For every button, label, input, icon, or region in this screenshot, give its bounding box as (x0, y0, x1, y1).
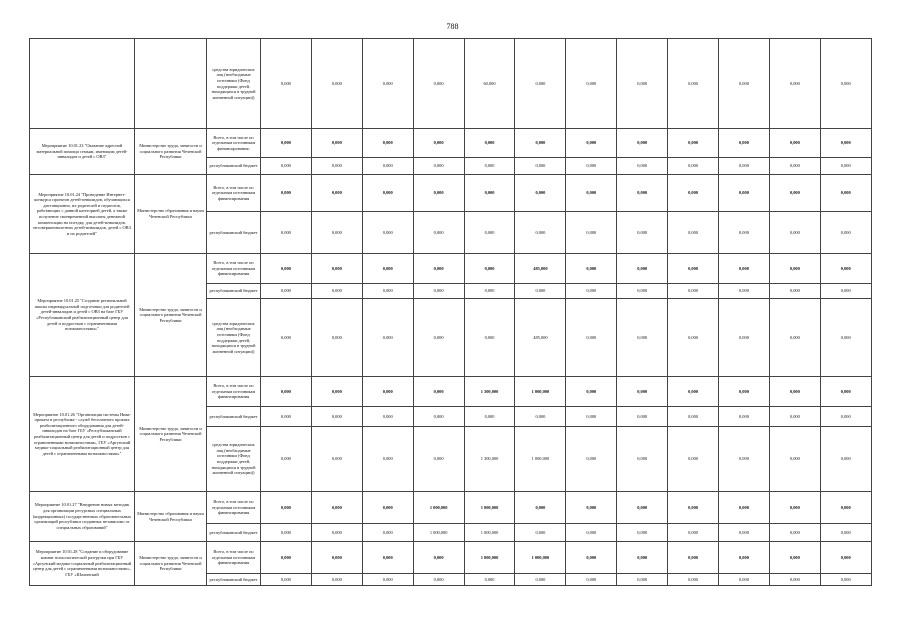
value-cell: 1 300,000 (464, 427, 515, 492)
value-cell: 0,000 (261, 299, 312, 377)
value-cell: 0,000 (311, 284, 362, 299)
responsible-cell: Министерство труда, занятости и социального развития Чеченской Республики (135, 542, 207, 586)
value-cell: 0,000 (668, 299, 719, 377)
funding-source-cell: Всего, в том числе по отдельным источникам финансирования: (207, 129, 261, 158)
responsible-cell: Министерство труда, занятости и социального развития Чеченской Республики (135, 377, 207, 492)
value-cell: 0,000 (820, 254, 871, 284)
value-cell: 0,000 (566, 377, 617, 407)
value-cell: 0,000 (261, 158, 312, 175)
value-cell: 0,000 (668, 377, 719, 407)
value-cell: 0,000 (362, 158, 413, 175)
value-cell: 0,000 (311, 524, 362, 542)
table-row (30, 175, 872, 212)
value-cell: 0,000 (566, 492, 617, 524)
value-cell: 0,000 (617, 175, 668, 212)
value-cell: 0,000 (719, 524, 770, 542)
value-cell: 60,000 (464, 39, 515, 129)
value-cell: 0,000 (311, 254, 362, 284)
funding-source-cell: Всего, в том числе по отдельным источникам финансирования (207, 175, 261, 212)
funding-source-cell: средства юридических лиц (необходимые источники (Фонд поддержки детей, находящихся в трудной жизненной ситуации)) (207, 299, 261, 377)
value-cell: 0,000 (464, 158, 515, 175)
value-cell: 1 000,000 (413, 524, 464, 542)
responsible-cell: Министерство образования и науки Чеченской Республики (135, 175, 207, 254)
value-cell: 0,000 (362, 254, 413, 284)
value-cell: 0,000 (668, 284, 719, 299)
budget-table (29, 38, 872, 586)
value-cell: 0,000 (261, 574, 312, 586)
value-cell: 0,000 (515, 212, 566, 254)
value-cell: 0,000 (515, 524, 566, 542)
value-cell: 1 000,000 (464, 492, 515, 524)
value-cell: 0,000 (769, 299, 820, 377)
value-cell: 1 000,000 (464, 542, 515, 574)
value-cell: 0,000 (566, 39, 617, 129)
value-cell: 0,000 (515, 407, 566, 427)
value-cell: 0,000 (311, 407, 362, 427)
value-cell: 0,000 (413, 129, 464, 158)
value-cell: 0,000 (311, 175, 362, 212)
value-cell: 0,000 (566, 212, 617, 254)
value-cell: 0,000 (362, 299, 413, 377)
value-cell: 1 000,000 (413, 492, 464, 524)
value-cell: 0,000 (566, 407, 617, 427)
value-cell: 0,000 (362, 574, 413, 586)
value-cell: 0,000 (566, 129, 617, 158)
value-cell: 0,000 (464, 574, 515, 586)
value-cell: 0,000 (617, 39, 668, 129)
value-cell: 0,000 (566, 254, 617, 284)
value-cell: 0,000 (413, 39, 464, 129)
value-cell: 0,000 (668, 427, 719, 492)
value-cell: 1 000,000 (515, 427, 566, 492)
value-cell: 0,000 (413, 427, 464, 492)
value-cell: 0,000 (719, 175, 770, 212)
funding-source-cell: Всего, в том числе по отдельным источникам финансирования (207, 254, 261, 284)
table-row (30, 542, 872, 574)
value-cell: 0,000 (566, 524, 617, 542)
value-cell: 0,000 (617, 284, 668, 299)
value-cell: 0,000 (362, 284, 413, 299)
funding-source-cell: республиканский бюджет (207, 524, 261, 542)
value-cell: 0,000 (820, 212, 871, 254)
event-cell: Мероприятие 10.01.26 "Организация системы Нива-проката в республике - служб бесплатного проката реабилитационного оборудования для детей-инвалидов на базе ГБУ «Республиканский реабилитационный центр для детей и подростков с ограниченными возможностями», ГБУ «Аргунский медико-социальный реабилитационный центр для детей с ограниченными возможностями»" (30, 377, 135, 492)
value-cell: 0,000 (769, 129, 820, 158)
value-cell: 0,000 (668, 524, 719, 542)
value-cell: 0,000 (515, 158, 566, 175)
value-cell: 0,000 (820, 129, 871, 158)
funding-source-cell: республиканский бюджет (207, 212, 261, 254)
value-cell: 0,000 (617, 377, 668, 407)
value-cell: 0,000 (464, 407, 515, 427)
value-cell: 0,000 (668, 492, 719, 524)
value-cell: 0,000 (261, 427, 312, 492)
value-cell: 0,000 (311, 427, 362, 492)
value-cell: 0,000 (617, 524, 668, 542)
value-cell: 0,000 (617, 542, 668, 574)
value-cell: 0,000 (617, 427, 668, 492)
event-cell: Мероприятие 10.01.28 "Создание и оборудование комнат психологической разгрузки при ГБУ «Аргунский медико-социальный реабилитационный центр для детей с ограниченными возможностями», ГБУ «Шалинский (30, 542, 135, 586)
value-cell: 0,000 (769, 175, 820, 212)
value-cell: 0,000 (719, 407, 770, 427)
value-cell: 0,000 (362, 212, 413, 254)
event-cell: Мероприятие 10.01.24 "Проведение Интернет-конкурса проектов детей-инвалидов, обучающихся дистанционно, их родителей и педагогов, работающих с данной категорией детей, а также получение своевременной выплаты денежной компенсации на поездку, для детей-инвалидов, несовершеннолетних детей-инвалидов, детей с ОВЗ и их родителей" (30, 175, 135, 254)
funding-source-cell: Всего, в том числе по отдельным источникам финансирования (207, 492, 261, 524)
value-cell: 0,000 (719, 377, 770, 407)
value-cell: 0,000 (719, 212, 770, 254)
value-cell: 0,000 (311, 212, 362, 254)
value-cell: 0,000 (464, 299, 515, 377)
table-row (30, 377, 872, 407)
value-cell: 0,000 (820, 427, 871, 492)
value-cell: 0,000 (566, 284, 617, 299)
value-cell: 0,000 (617, 254, 668, 284)
value-cell: 0,000 (311, 39, 362, 129)
value-cell: 0,000 (413, 158, 464, 175)
value-cell: 0,000 (464, 212, 515, 254)
value-cell: 0,000 (261, 284, 312, 299)
value-cell: 0,000 (362, 407, 413, 427)
value-cell: 0,000 (617, 158, 668, 175)
value-cell: 0,000 (566, 542, 617, 574)
value-cell: 0,000 (668, 542, 719, 574)
value-cell: 0,000 (566, 427, 617, 492)
value-cell: 0,000 (311, 129, 362, 158)
value-cell: 0,000 (362, 377, 413, 407)
value-cell: 0,000 (566, 574, 617, 586)
value-cell: 0,000 (769, 254, 820, 284)
funding-source-cell: Всего, в том числе по отдельным источникам финансирования (207, 377, 261, 407)
value-cell: 0,000 (413, 212, 464, 254)
table-row (30, 492, 872, 524)
value-cell: 0,000 (464, 175, 515, 212)
value-cell: 0,000 (617, 299, 668, 377)
value-cell: 0,000 (261, 542, 312, 574)
funding-source-cell: республиканский бюджет (207, 158, 261, 175)
value-cell: 0,000 (769, 377, 820, 407)
responsible-cell: Министерство труда, занятости и социального развития Чеченской Республики (135, 129, 207, 175)
value-cell: 0,000 (719, 574, 770, 586)
funding-source-cell: республиканский бюджет (207, 407, 261, 427)
value-cell: 0,000 (820, 524, 871, 542)
value-cell: 0,000 (820, 39, 871, 129)
value-cell: 0,000 (311, 492, 362, 524)
value-cell: 0,000 (820, 492, 871, 524)
value-cell: 0,000 (362, 524, 413, 542)
value-cell: 1 300,000 (464, 377, 515, 407)
event-cell: Мероприятие 10.01.23 "Оказание адресной материальной помощи семьям, имеющим детей-инвалидов и детей с ОВЗ" (30, 129, 135, 175)
value-cell: 0,000 (261, 175, 312, 212)
value-cell: 0,000 (820, 158, 871, 175)
value-cell: 0,000 (261, 129, 312, 158)
value-cell: 0,000 (464, 284, 515, 299)
funding-source-cell: республиканский бюджет (207, 574, 261, 586)
value-cell: 0,000 (668, 175, 719, 212)
value-cell: 0,000 (617, 129, 668, 158)
value-cell: 0,000 (515, 574, 566, 586)
value-cell: 0,000 (311, 377, 362, 407)
value-cell: 0,000 (820, 377, 871, 407)
value-cell: 0,000 (769, 524, 820, 542)
value-cell: 0,000 (362, 492, 413, 524)
value-cell: 1 000,000 (515, 377, 566, 407)
value-cell: 0,000 (311, 158, 362, 175)
value-cell: 0,000 (617, 492, 668, 524)
event-cell (30, 39, 135, 129)
value-cell: 0,000 (515, 175, 566, 212)
value-cell: 0,000 (362, 175, 413, 212)
event-cell: Мероприятие 10.01.25 "Создание региональной школы индивидуальной подготовки для родителей детей-инвалидов и детей с ОВЗ на базе ГБУ «Республиканский реабилитационный центр для детей и подростков с ограниченными возможностями»" (30, 254, 135, 377)
value-cell: 0,000 (261, 524, 312, 542)
value-cell: 0,000 (566, 158, 617, 175)
event-cell: Мероприятие 10.01.27 "Внедрение новых методик для организации ресурсных специальных (коррекционных) государственных образовательных организаций республики созданных независимо от специальных образований" (30, 492, 135, 542)
value-cell: 0,000 (719, 254, 770, 284)
value-cell: 0,000 (769, 212, 820, 254)
funding-source-cell: республиканский бюджет (207, 284, 261, 299)
value-cell: 0,000 (261, 254, 312, 284)
value-cell: 0,000 (413, 299, 464, 377)
value-cell: 0,000 (820, 574, 871, 586)
funding-source-cell: средства юридических лиц (необходимые источники (Фонд поддержки детей, находящихся в трудной жизненной ситуации)) (207, 427, 261, 492)
value-cell: 0,000 (820, 284, 871, 299)
value-cell: 0,000 (617, 574, 668, 586)
value-cell: 0,000 (566, 299, 617, 377)
value-cell: 0,000 (719, 284, 770, 299)
value-cell: 0,000 (719, 427, 770, 492)
value-cell: 0,000 (413, 377, 464, 407)
value-cell: 0,000 (820, 407, 871, 427)
value-cell: 0,000 (617, 212, 668, 254)
value-cell: 0,000 (261, 212, 312, 254)
value-cell: 0,000 (769, 158, 820, 175)
value-cell: 0,000 (719, 39, 770, 129)
value-cell: 0,000 (769, 407, 820, 427)
funding-source-cell: средства юридических лиц (необходимые источники (Фонд поддержки детей, находящихся в трудной жизненной ситуации)) (207, 39, 261, 129)
value-cell: 0,000 (668, 574, 719, 586)
value-cell: 0,000 (769, 492, 820, 524)
value-cell: 1 000,000 (515, 542, 566, 574)
value-cell: 0,000 (719, 542, 770, 574)
value-cell: 0,000 (769, 284, 820, 299)
value-cell: 0,000 (261, 39, 312, 129)
value-cell: 0,000 (261, 407, 312, 427)
value-cell: 0,000 (515, 492, 566, 524)
value-cell: 0,000 (362, 129, 413, 158)
value-cell: 0,000 (413, 407, 464, 427)
value-cell: 0,000 (769, 427, 820, 492)
value-cell: 0,000 (311, 574, 362, 586)
table-row (30, 129, 872, 158)
value-cell: 0,000 (719, 158, 770, 175)
responsible-cell: Министерство образования и науки Чеченской Республики (135, 492, 207, 542)
value-cell: 0,000 (413, 254, 464, 284)
value-cell: 485,000 (515, 299, 566, 377)
value-cell: 0,000 (261, 492, 312, 524)
value-cell: 0,000 (719, 299, 770, 377)
value-cell: 0,000 (413, 574, 464, 586)
value-cell: 0,000 (515, 284, 566, 299)
value-cell: 0,000 (820, 299, 871, 377)
value-cell: 0,000 (261, 377, 312, 407)
page-number: 788 (446, 22, 459, 31)
value-cell: 0,000 (413, 284, 464, 299)
funding-source-cell: Всего, в том числе по отдельным источникам финансирования (207, 542, 261, 574)
value-cell: 0,000 (413, 175, 464, 212)
value-cell: 0,000 (668, 129, 719, 158)
value-cell: 0,000 (668, 158, 719, 175)
value-cell: 0,000 (464, 129, 515, 158)
value-cell: 0,000 (668, 212, 719, 254)
table-row (30, 254, 872, 284)
value-cell: 0,000 (617, 407, 668, 427)
value-cell: 0,000 (668, 407, 719, 427)
value-cell: 0,000 (515, 129, 566, 158)
value-cell: 1 000,000 (464, 524, 515, 542)
value-cell: 0,000 (311, 299, 362, 377)
value-cell: 0,000 (769, 574, 820, 586)
value-cell: 0,000 (362, 542, 413, 574)
value-cell: 0,000 (769, 542, 820, 574)
value-cell: 0,000 (820, 175, 871, 212)
value-cell: 0,000 (769, 39, 820, 129)
value-cell: 0,000 (668, 254, 719, 284)
value-cell: 0,000 (362, 39, 413, 129)
value-cell: 0,000 (820, 542, 871, 574)
value-cell: 0,000 (719, 492, 770, 524)
value-cell: 0,000 (515, 39, 566, 129)
value-cell: 0,000 (566, 175, 617, 212)
value-cell: 0,000 (362, 427, 413, 492)
value-cell: 0,000 (311, 542, 362, 574)
value-cell: 0,000 (668, 39, 719, 129)
table-row (30, 39, 872, 129)
value-cell: 485,000 (515, 254, 566, 284)
value-cell: 0,000 (413, 542, 464, 574)
value-cell: 0,000 (464, 254, 515, 284)
responsible-cell: Министерство труда, занятости и социального развития Чеченской Республики (135, 254, 207, 377)
value-cell: 0,000 (719, 129, 770, 158)
responsible-cell (135, 39, 207, 129)
